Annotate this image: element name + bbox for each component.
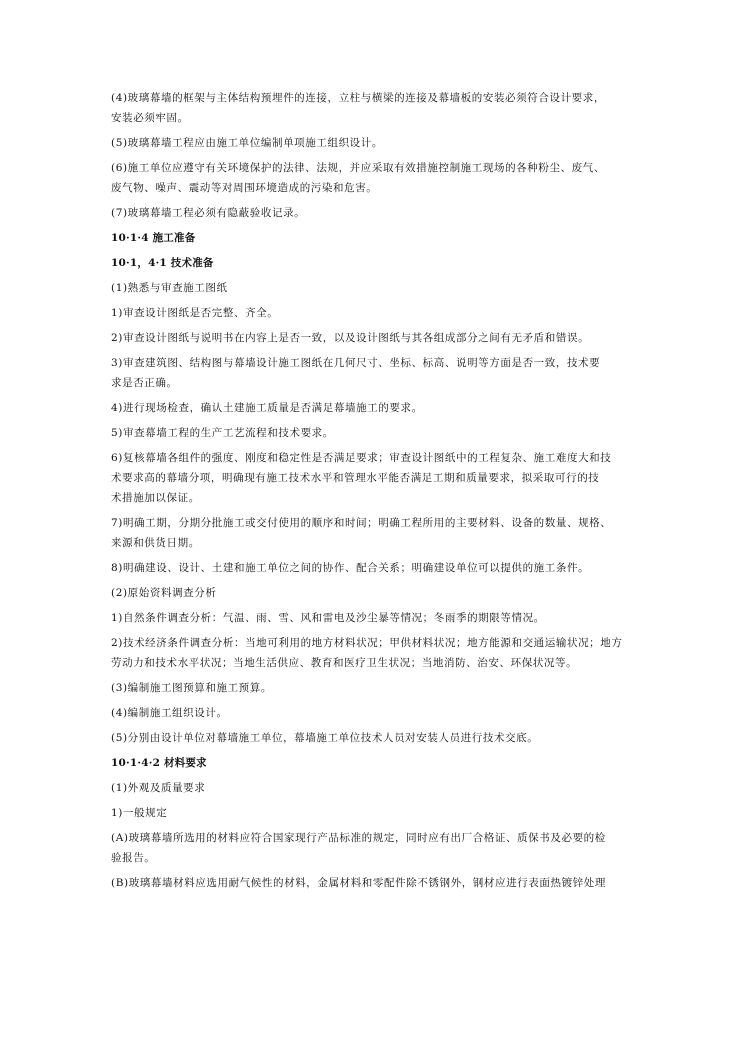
paragraph-line: 劳动力和技术水平状况；当地生活供应、教育和医疗卫生状况；当地消防、治安、环保状况等。 xyxy=(111,657,578,669)
paragraph-line: 4)进行现场检查，确认土建施工质量是否满足幕墙施工的要求。 xyxy=(111,402,423,414)
paragraph-line: 3)审查建筑图、结构图与幕墙设计施工图纸在几何尺寸、坐标、标高、说明等方面是否一致，技术要 xyxy=(111,357,601,369)
paragraph-line: (3)编制施工图预算和施工预算。 xyxy=(111,682,272,694)
section-heading: 10·1·4 施工准备 xyxy=(111,232,196,244)
paragraph-line: (A)玻璃幕墙所选用的材料应符合国家现行产品标准的规定，同时应有出厂合格证、质保书及必要的检 xyxy=(111,832,606,844)
paragraph-line: 废气物、噪声、震动等对周围环境造成的污染和危害。 xyxy=(111,182,378,194)
document-body xyxy=(111,92,636,889)
paragraph-line: 2)技术经济条件调查分析：当地可利用的地方材料状况；甲供材料状况；地方能源和交通运输状况；地方 xyxy=(111,637,623,649)
paragraph-line: (1)熟悉与审查施工图纸 xyxy=(111,282,228,294)
paragraph-line: (5)玻璃幕墙工程应由施工单位编制单项施工组织设计。 xyxy=(111,137,383,149)
document-page xyxy=(111,92,636,902)
paragraph-line: (4)玻璃幕墙的框架与主体结构预埋件的连接，立柱与横梁的连接及幕墙板的安装必须符合设计要求， xyxy=(111,92,605,104)
paragraph-line: 7)明确工期，分期分批施工或交付使用的顺序和时间；明确工程所用的主要材料、设备的数量、规格、 xyxy=(111,517,612,529)
paragraph-line: (B)玻璃幕墙材料应选用耐气候性的材料，金属材料和零配件除不锈钢外，钢材应进行表面热镀锌处理 xyxy=(111,877,607,889)
paragraph-line: 2)审查设计图纸与说明书在内容上是否一致，以及设计图纸与其各组成部分之间有无矛盾和错误。 xyxy=(111,332,590,344)
paragraph-line: 5)审查幕墙工程的生产工艺流程和技术要求。 xyxy=(111,427,334,439)
paragraph-line: 安装必须牢固。 xyxy=(111,112,189,124)
paragraph-line: 术要求高的幕墙分项，明确现有施工技术水平和管理水平能否满足工期和质量要求，拟采取可行的技 xyxy=(111,472,600,484)
paragraph-line: 来源和供货日期。 xyxy=(111,537,200,549)
paragraph-line: (7)玻璃幕墙工程必须有隐蔽验收记录。 xyxy=(111,207,306,219)
paragraph-line: (6)施工单位应遵守有关环境保护的法律、法规，并应采取有效措施控制施工现场的各种粉尘、废气、 xyxy=(111,162,605,174)
paragraph-line: 验报告。 xyxy=(111,852,156,864)
paragraph-line: 术措施加以保证。 xyxy=(111,492,200,504)
paragraph-line: 1)一般规定 xyxy=(111,807,168,819)
paragraph-line: 8)明确建设、设计、土建和施工单位之间的协作、配合关系；明确建设单位可以提供的施工条件。 xyxy=(111,562,590,574)
paragraph-line: (2)原始资料调查分析 xyxy=(111,587,217,599)
paragraph-line: 求是否正确。 xyxy=(111,377,178,389)
paragraph-line: 6)复核幕墙各组件的强度、刚度和稳定性是否满足要求；审查设计图纸中的工程复杂、施工难度大和技 xyxy=(111,452,612,464)
paragraph-line: (4)编制施工组织设计。 xyxy=(111,707,228,719)
paragraph-line: (5)分别由设计单位对幕墙施工单位，幕墙施工单位技术人员对安装人员进行技术交底。 xyxy=(111,732,539,744)
section-heading: 10·1·4·2 材料要求 xyxy=(111,757,207,769)
paragraph-line: 1)自然条件调查分析：气温、雨、雪、风和雷电及沙尘暴等情况；冬雨季的期限等情况。 xyxy=(111,612,545,624)
section-heading: 10·1，4·1 技术准备 xyxy=(111,257,214,269)
paragraph-line: 1)审查设计图纸是否完整、齐全。 xyxy=(111,307,279,319)
paragraph-line: (1)外观及质量要求 xyxy=(111,782,206,794)
